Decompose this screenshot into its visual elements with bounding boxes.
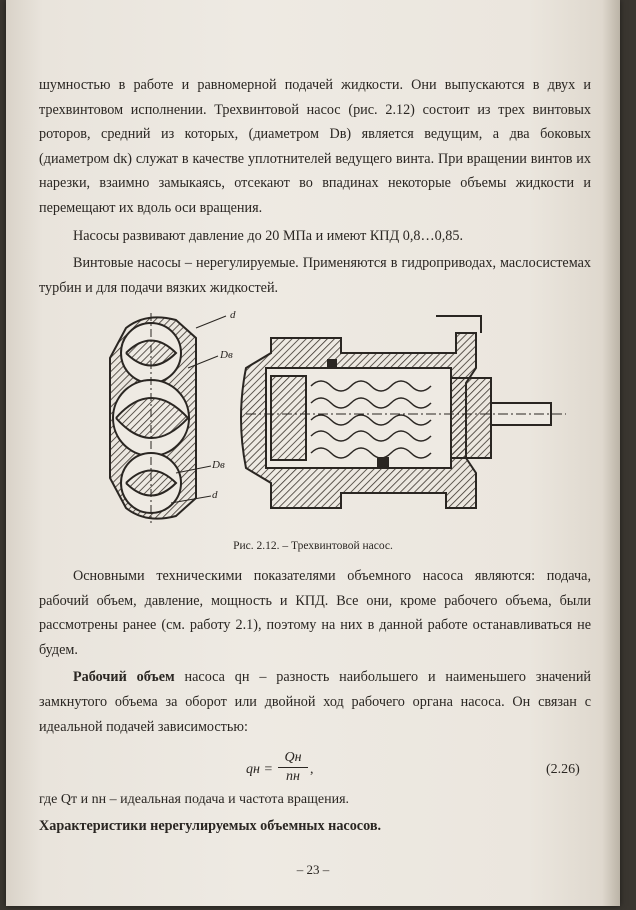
figure-label-d-bottom: d — [212, 489, 218, 501]
cross-section-view — [110, 313, 226, 523]
body-text-top — [39, 73, 591, 300]
body-text-bottom — [39, 561, 591, 739]
document-page — [6, 0, 620, 906]
section-heading: Характеристики нерегулируемых объемных насосов. — [39, 818, 382, 834]
paragraph-working-volume — [39, 665, 591, 739]
formula-numerator: Qн — [278, 750, 308, 768]
three-screw-pump-figure — [96, 308, 566, 528]
longitudinal-section-view — [241, 316, 566, 508]
paragraph-pressure: Насосы развивают давление до 20 МПа и имеют КПД 0,8…0,85. — [73, 227, 464, 244]
figure-label-d-top: d — [230, 309, 236, 321]
paragraph-indicators: Основными техническими показателями объемного насоса являются: подача, рабочий объем, давление, мощность и КПД. Все они, кроме рабочего объема, были рассмотрены ранее (см. работу 2.1), поэтому на них в данной работе останавливаться не будем. — [39, 568, 591, 658]
figure-label-dv-bottom: Dв — [212, 459, 225, 471]
term-working-volume: Рабочий объем — [73, 669, 175, 686]
equation-number: (2.26) — [546, 762, 580, 777]
paragraph-intro: шумностью в работе и равномерной подачей жидкости. Они выпускаются в двух и трехвинтовом исполнении. Трехвинтовой насос (рис. 2.12) состоит из трех винтовых роторов, средний из которых, (диаметром Dв) является ведущим, а два боковых (диаметром dк) служат в качестве уплотнителей ведущего винта. При вращении винтов их нарезки, взаимно замыкаясь, отсекают во впадинах некоторые объемы жидкости и перемещают их вдоль оси вращения. — [39, 77, 591, 216]
figure-label-dv-top: Dв — [220, 349, 233, 361]
formula-lhs: qн = — [246, 762, 273, 777]
figure-caption: Рис. 2.12. – Трехвинтовой насос. — [233, 540, 393, 552]
working-volume-definition: насоса qн – разность наибольшего и наименьшего значений замкнутого объема за оборот или двойной ход рабочего органа насоса. Он связан с идеальной подачей зависимостью: — [39, 669, 591, 735]
page-number: – 23 – — [296, 862, 330, 877]
formula-2-26 — [246, 748, 366, 792]
paragraph-applications: Винтовые насосы – нерегулируемые. Применяются в гидроприводах, маслосистемах турбин и для подачи вязких жидкостей. — [39, 255, 591, 296]
formula-comma: , — [310, 762, 314, 777]
formula-denominator: nн — [286, 769, 300, 784]
formula-fraction — [278, 750, 308, 785]
formula-explanation: где Qт и nн – идеальная подача и частота вращения. — [39, 792, 350, 807]
